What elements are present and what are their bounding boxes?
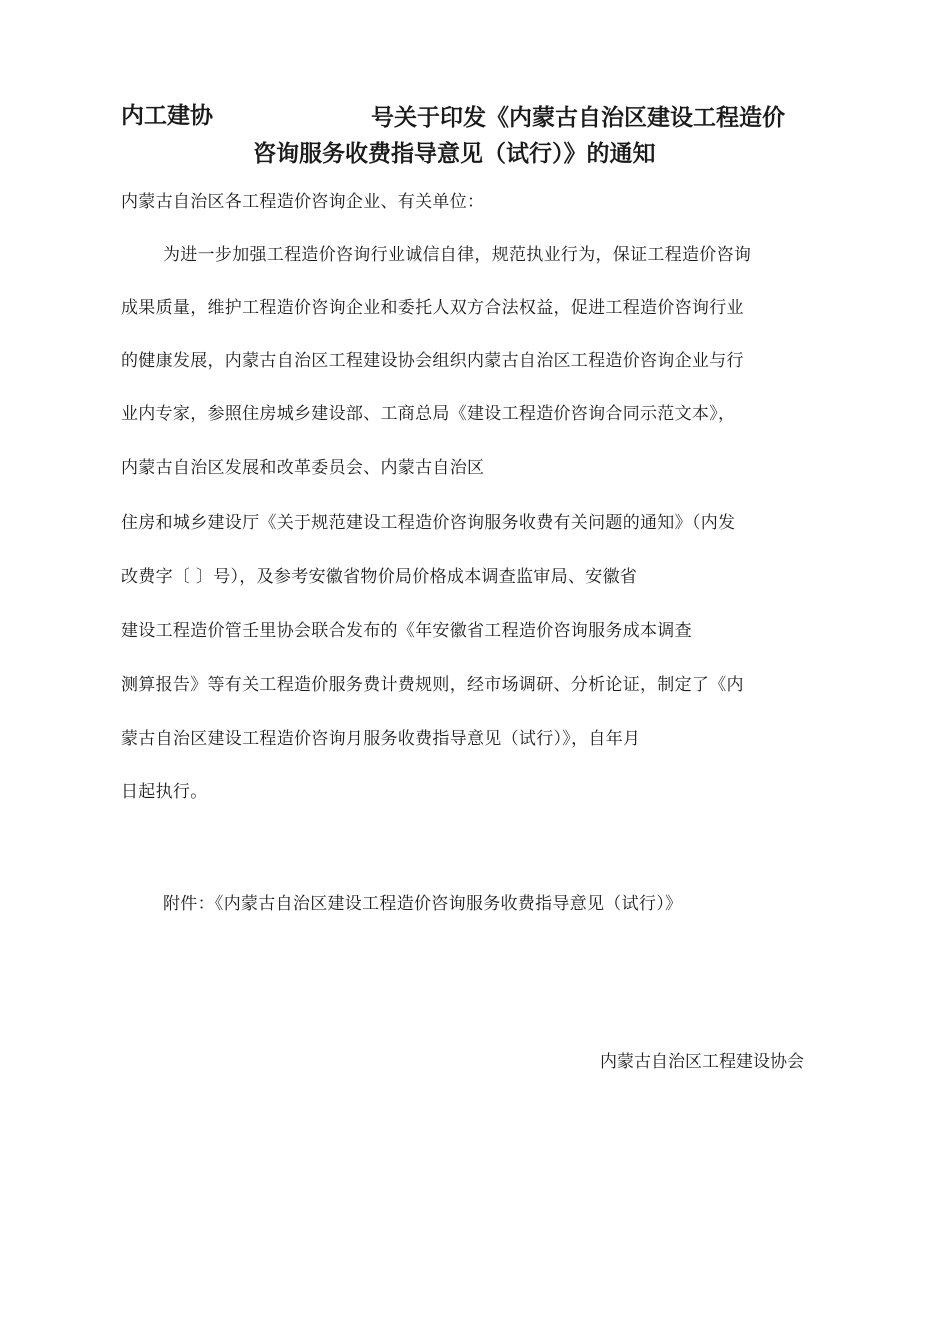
title-prefix: 内工建协 [121,103,213,129]
body-line: 建设工程造价管壬里协会联合发布的《年安徽省工程造价咨询服务成本调查 [121,621,692,641]
body-line: 日起执行。 [121,782,208,802]
body-line: 改费字〔 〕号），及参考安徽省物价局价格成本调查监审局、安徽省 [121,567,638,587]
salutation: 内蒙古自治区各工程造价咨询企业、有关单位： [121,192,485,212]
body-line: 业内专家，参照住房城乡建设部、工商总局《建设工程造价咨询合同示范文本》， [121,404,736,424]
body-line: 内蒙古自治区发展和改革委员会、内蒙古自治区 [121,458,485,478]
body-line: 成果质量，维护工程造价咨询企业和委托人双方合法权益，促进工程造价咨询行业 [121,298,744,318]
body-line: 测算报告》等有关工程造价服务费计费规则，经市场调研、分析论证，制定了《内 [121,675,744,695]
body-line: 住房和城乡建设厅《关于规范建设工程造价咨询服务收费有关问题的通知》（内发 [121,513,736,533]
body-line: 蒙古自治区建设工程造价咨询月服务收费指导意见（试行）》，自年月 [121,729,641,749]
body-line: 为进一步加强工程造价咨询行业诚信自律，规范执业行为，保证工程造价咨询 [163,245,752,265]
body-line: 的健康发展，内蒙古自治区工程建设协会组织内蒙古自治区工程造价咨询企业与行 [121,351,744,371]
title-line-2: 咨询服务收费指导意见（试行）》的通知 [253,141,656,167]
title-line-1: 号关于印发《内蒙古自治区建设工程造价 [371,105,785,131]
signature: 内蒙古自治区工程建设协会 [600,1052,804,1072]
attachment-line: 附件：《内蒙古自治区建设工程造价咨询服务收费指导意见（试行）》 [163,894,683,914]
